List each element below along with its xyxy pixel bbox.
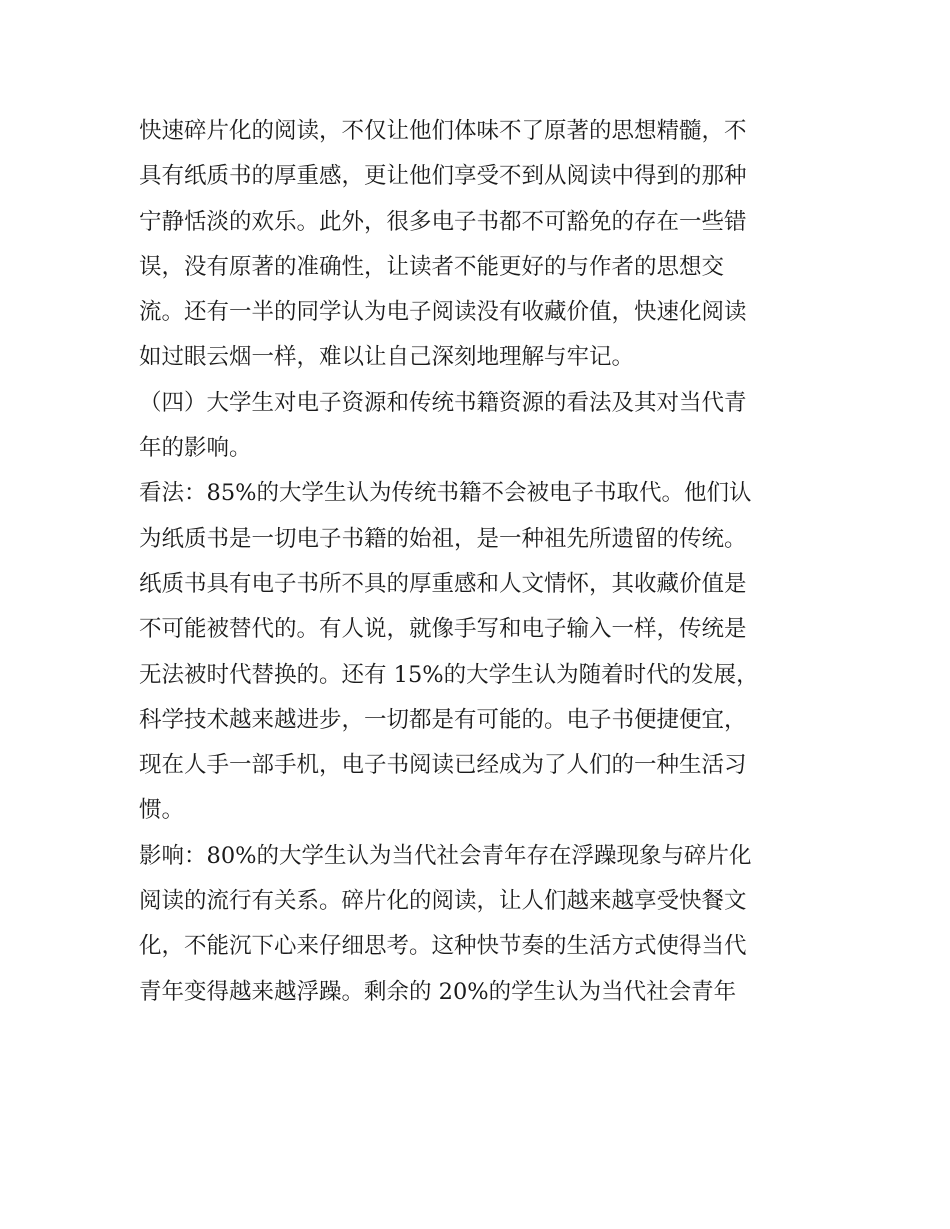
- text-line: 误，没有原著的准确性，让读者不能更好的与作者的思想交: [139, 253, 725, 280]
- text-line: 惯。: [139, 797, 185, 824]
- text-line: 阅读的流行有关系。碎片化的阅读，让人们越来越享受快餐文: [139, 888, 747, 915]
- text-line: 现在人手一部手机，电子书阅读已经成为了人们的一种生活习: [139, 752, 747, 779]
- text-line: 为纸质书是一切电子书籍的始祖，是一种祖先所遗留的传统。: [139, 525, 747, 552]
- body-text: [139, 109, 829, 1015]
- text-line: 流。还有一半的同学认为电子阅读没有收藏价值，快速化阅读: [139, 299, 747, 326]
- text-line: 快速碎片化的阅读，不仅让他们体味不了原著的思想精髓，不: [139, 118, 747, 144]
- text-line: 影响：80%的大学生认为当代社会青年存在浮躁现象与碎片化: [139, 842, 752, 869]
- text-line: 纸质书具有电子书所不具的厚重感和人文情怀，其收藏价值是: [139, 570, 747, 597]
- section-heading: （四）大学生对电子资源和传统书籍资源的看法及其对当代青: [139, 389, 747, 416]
- text-line: 宁静恬淡的欢乐。此外，很多电子书都不可豁免的存在一些错: [139, 208, 747, 235]
- text-line: 看法：85%的大学生认为传统书籍不会被电子书取代。他们认: [139, 480, 752, 507]
- text-line: 如过眼云烟一样，难以让自己深刻地理解与牢记。: [139, 344, 635, 371]
- text-line: 无法被时代替换的。还有 15%的大学生认为随着时代的发展，: [139, 661, 759, 688]
- text-line: 科学技术越来越进步，一切都是有可能的。电子书便捷便宜，: [139, 706, 747, 733]
- section-heading-cont: 年的影响。: [139, 435, 252, 462]
- text-line: 不可能被替代的。有人说，就像手写和电子输入一样，传统是: [139, 616, 747, 643]
- text-line: 具有纸质书的厚重感，更让他们享受不到从阅读中得到的那种: [139, 163, 747, 190]
- text-line: 青年变得越来越浮躁。剩余的 20%的学生认为当代社会青年: [139, 978, 737, 1005]
- text-line: 化，不能沉下心来仔细思考。这种快节奏的生活方式使得当代: [139, 933, 747, 960]
